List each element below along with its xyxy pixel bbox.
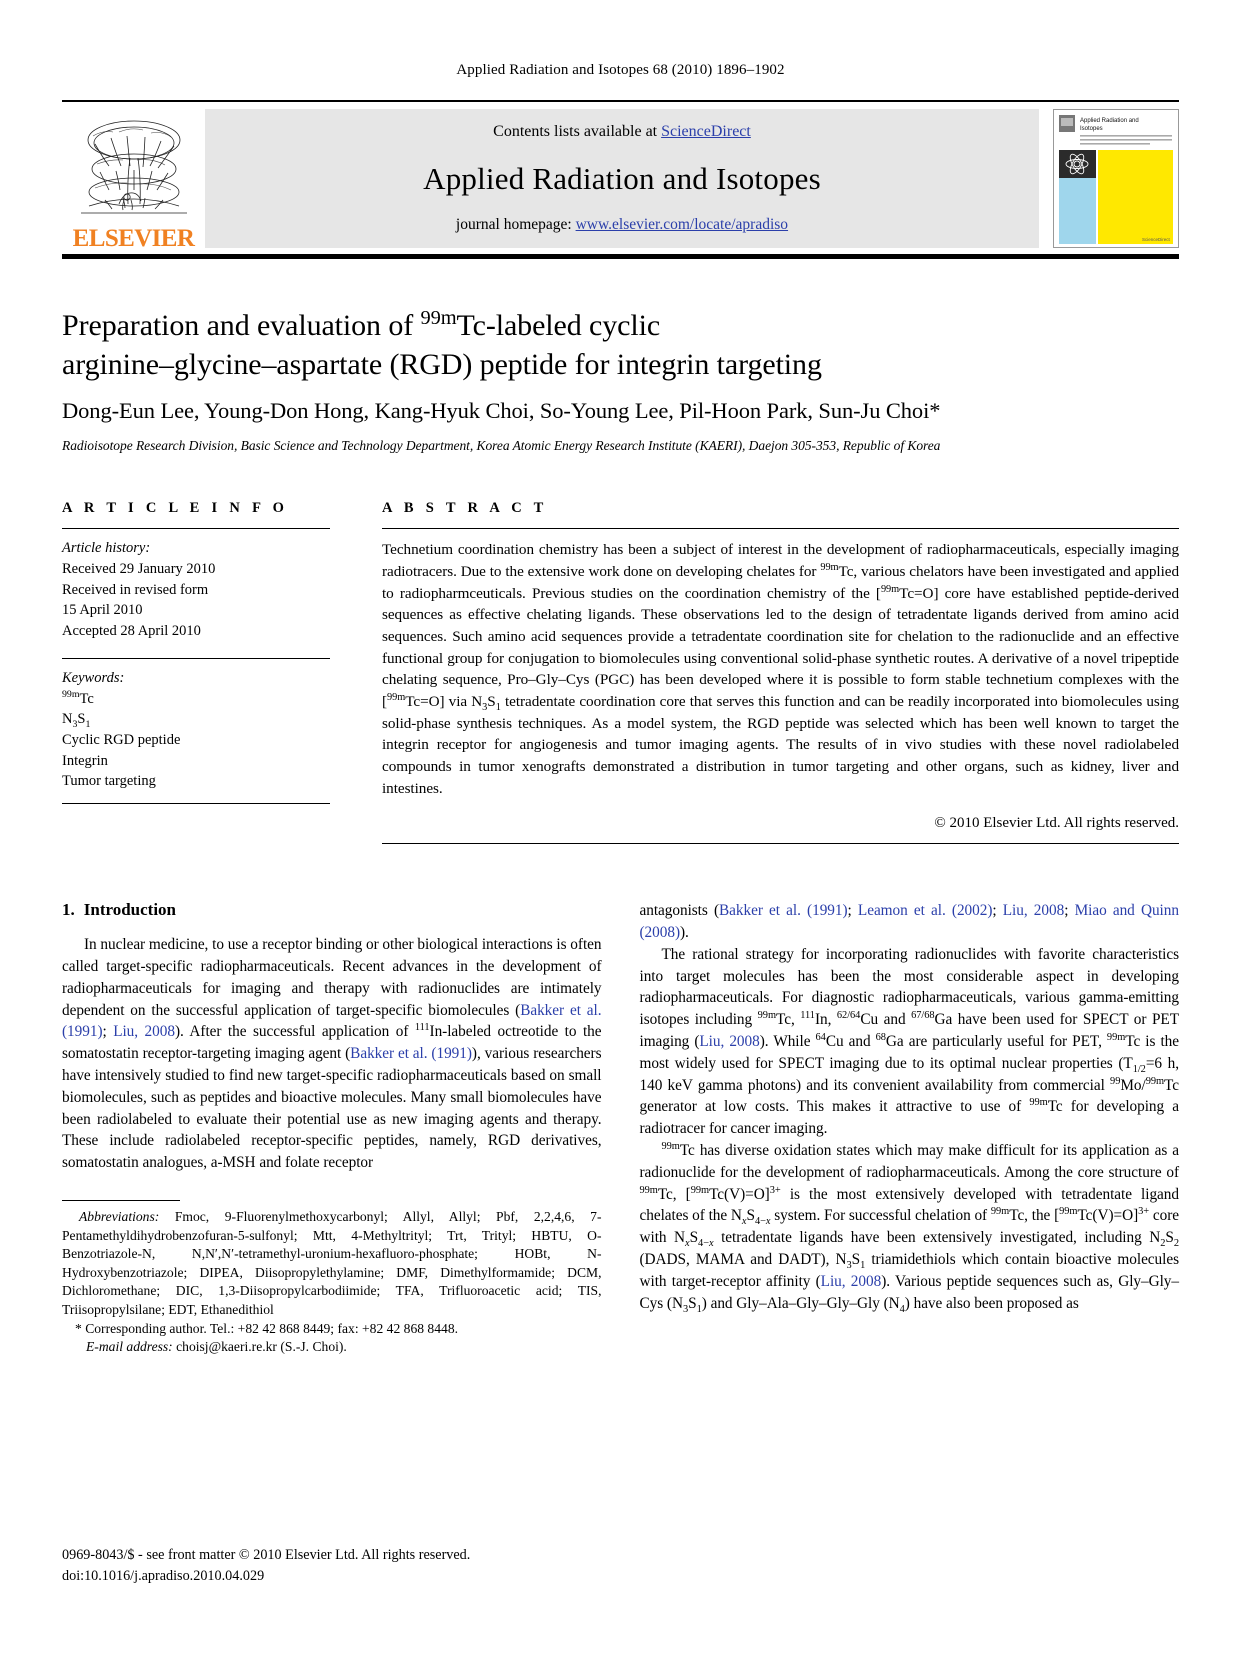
abstract-column: [382, 500, 1179, 844]
abbreviations-label: Abbreviations:: [79, 1209, 160, 1225]
contents-line: [493, 123, 751, 141]
revised-label: Received in revised form: [62, 581, 209, 598]
keywords-block: [62, 659, 330, 791]
article-info-rule-bottom: [62, 803, 330, 804]
intro-paragraph-left: In nuclear medicine, to use a receptor binding or other biological interactions is often called target-specific radiopharmaceuticals. Recent advances in the development of radiopharmaceuticals for imaging and therapy with radionuclides are intimately dependent on the successful application of target-specific biomolecules (Bakker et al. (1991); Liu, 2008). After the successful application of $^{111}$In-labeled octreotide to the somatostatin receptor-targeting imaging agent (Bakker et al. (1991)), various researchers have intensively studied to find new target-specific radiopharmaceuticals based on small biomolecules, such as peptides and bioactive molecules. Many small biomolecules have been radiolabeled to evaluate their potential use as new imaging agents and therapy. These include radiolabeled receptor-specific peptides, namely, RGD derivatives, somatostatin analogues, a-MSH and folate receptor: [62, 936, 602, 1172]
svg-text:Isotopes: Isotopes: [1080, 126, 1103, 132]
body-column-left: [62, 900, 602, 1357]
info-spacer: [62, 641, 330, 658]
email-value: choisj@kaeri.re.kr (S.-J. Choi).: [172, 1339, 347, 1355]
affiliation: Radioisotope Research Division, Basic Science and Technology Department, Korea Atomic Energy Research Institute (KAERI), Daejon 305-353, Republic of Korea: [62, 438, 941, 454]
corresponding-author-note: * Corresponding author. Tel.: +82 42 868 8449; fax: +82 42 868 8448.: [75, 1320, 459, 1336]
svg-text:Applied Radiation and: Applied Radiation and: [1080, 118, 1139, 124]
contents-prefix: Contents lists available at: [493, 123, 662, 140]
copyright-line: © 2010 Elsevier Ltd. All rights reserved.: [934, 815, 1179, 832]
keyword-item: Integrin: [62, 752, 108, 769]
homepage-prefix: journal homepage:: [455, 216, 576, 233]
journal-homepage-line: [456, 216, 788, 234]
issn-front-matter: 0969-8043/$ - see front matter © 2010 Elsevier Ltd. All rights reserved.: [62, 1547, 471, 1564]
title-line-2: arginine–glycine–aspartate (RGD) peptide for integrin targeting: [62, 347, 822, 381]
abstract-text: Technetium coordination chemistry has been a subject of interest in the development of radiopharmaceuticals, especially imaging radiotracers. Due to the extensive work done on developing chelates for $^{99m}$Tc, various chelators have been investigated and applied to radiopharmceuticals. Previous studies on the coordination chemistry of the [$^{99m}$Tc=O] core have established peptide-derived sequences as effective chelating ligands. These observations led to the design of tetradentate ligands derived from amino acid sequences. Such amino acid sequences provide a tetradentate coordination site for chelation to the radionuclide and an effective functional group for conjugation to biomolecules using conventional solid-phase synthetic routes. A derivative of a novel tripeptide chelating sequence, Pro–Gly–Cys (PGC) has been developed where it is possible to form stable technetium complexes with the [$^{99m}$Tc=O] via $N_3S_1$ tetradentate coordination core that serves this function and can be readily incorporated into biomolecules using solid-phase synthesis techniques. As a model system, the RGD peptide was selected which has been well known to target the integrin receptor for angiogenesis and tumor imaging agents. The results of in vivo studies with these novel radiolabeled compounds in tumor xenografts demonstrated a distribution in tumor targeting and other organs, such as kidney, liver and intestines.: [382, 541, 1180, 797]
title-block: [62, 307, 1179, 454]
article-body: [62, 900, 1179, 1357]
elsevier-logo: [62, 102, 205, 254]
corresponding-author-mark: *: [929, 398, 941, 424]
journal-homepage-link[interactable]: www.elsevier.com/locate/apradiso: [575, 216, 789, 233]
email-label: E-mail address:: [86, 1339, 173, 1355]
sciencedirect-link[interactable]: ScienceDirect: [661, 123, 751, 140]
revised-date: 15 April 2010: [62, 602, 143, 619]
received-date: Received 29 January 2010: [62, 560, 216, 577]
abstract-heading: A B S T R A C T: [382, 500, 548, 517]
journal-title: Applied Radiation and Isotopes: [423, 160, 821, 196]
elsevier-tree-logo-icon: [75, 114, 193, 226]
keyword-item: [62, 689, 330, 710]
doi-line: doi:10.1016/j.apradiso.2010.04.029: [62, 1567, 265, 1584]
abstract-rule-bottom: [382, 843, 1179, 844]
email-note: [62, 1338, 602, 1357]
author-list: [62, 398, 1179, 424]
keyword-item: $N_3S_1$: [62, 711, 91, 731]
keyword-superscript: 99m: [62, 689, 80, 701]
article-history-label: Article history:: [62, 540, 151, 557]
intro-paragraph-right-3: $^{99m}$Tc has diverse oxidation states which may make difficult for its application as a radionuclide for the development of radiopharmaceuticals. Among the core structure of $^{99m}$Tc, [$^{99m}$Tc(V)=O]$^{3+}$ is the most extensively developed with tetradentate ligand chelates of the $N_xS_{4-x}$ system. For successful chelation of $^{99m}$Tc, the [$^{99m}$Tc(V)=O]$^{3+}$ core with $N_xS_{4-x}$ tetradentate ligands have been extensively investigated, including $N_2S_2$ (DADS, MAMA and DADT), $N_3S_1$ triamidethiols which contain bioactive molecules with target-receptor affinity (Liu, 2008). Various peptide sequences such as, Gly–Gly–Cys $(N_3S_1)$ and Gly–Ala–Gly–Gly–Gly $(N_4)$ have also been proposed as: [639, 1140, 1180, 1315]
section-title: Introduction: [83, 900, 177, 920]
keyword-item: Tumor targeting: [62, 773, 156, 790]
intro-paragraph-right-1: antagonists (Bakker et al. (1991); Leamon et al. (2002); Liu, 2008; Miao and Quinn (2008)).: [639, 902, 1179, 942]
masthead-bottom-rule: [62, 254, 1179, 259]
masthead-band: [205, 109, 1039, 248]
keyword-text: Tc: [79, 690, 94, 707]
title-part-1: Preparation and evaluation of: [62, 309, 421, 342]
footnote-rule: [62, 1200, 180, 1201]
accepted-date: Accepted 28 April 2010: [62, 622, 201, 639]
title-part-2: Tc-labeled cyclic: [456, 309, 661, 342]
body-column-right: [640, 900, 1180, 1357]
journal-cover-thumbnail: [1053, 109, 1179, 248]
keywords-label: Keywords:: [62, 670, 125, 687]
abbreviations-note: [62, 1208, 602, 1320]
article-info-column: [62, 500, 330, 844]
article-info-heading: A R T I C L E I N F O: [62, 500, 289, 517]
cover-artwork-icon: [1054, 110, 1178, 248]
info-abstract-region: [62, 500, 1179, 844]
svg-text:ScienceDirect: ScienceDirect: [1142, 237, 1170, 242]
title-superscript: 99m: [420, 307, 457, 329]
running-head: Applied Radiation and Isotopes 68 (2010) 1896–1902: [456, 62, 785, 78]
section-heading-introduction: [62, 900, 602, 920]
abbreviations-text: Fmoc, 9-Fluorenylmethoxycarbonyl; Allyl, Allyl; Pbf, 2,2,4,6, 7-Pentamethyldihydrobenzofuran-5-sulfonyl; Mtt, 4-Methyltrityl; Trt, Trityl; HBTU, O-Benzotriazole-N, N,N′,N′-tetramethyl-uronium-hexafluoro-phosphate; HOBt, N-Hydroxybenzotriazole; DIPEA, Diisopropylethylamine; DMF, Dimethylformamide; DCM, Dichloromethane; DIC, 1,3-Diisopropylcarbodiimide; TFA, Trifluoroacetic acid; TIS, Triisopropylsilane; EDT, Ethanedithiol: [62, 1209, 602, 1318]
article-history-block: [62, 529, 330, 641]
author-names: Dong-Eun Lee, Young-Don Hong, Kang-Hyuk Choi, So-Young Lee, Pil-Hoon Park, Sun-Ju Choi: [62, 398, 930, 424]
keyword-item: Cyclic RGD peptide: [62, 732, 181, 748]
journal-masthead: [62, 100, 1179, 254]
page-footer: [62, 1545, 470, 1586]
footnote-block: [62, 1200, 602, 1357]
section-number: 1.: [62, 900, 75, 920]
elsevier-wordmark: ELSEVIER: [72, 225, 195, 252]
page-title: [62, 307, 1179, 384]
intro-paragraph-right-2: The rational strategy for incorporating radionuclides with favorite characteristics into target molecules has been the most considerable aspect in developing radiopharmaceuticals. For diagnostic radiopharmaceuticals, various gamma-emitting isotopes including $^{99m}$Tc, $^{111}$In, $^{62/64}$Cu and $^{67/68}$Ga have been used for SPECT or PET imaging (Liu, 2008). While $^{64}$Cu and $^{68}$Ga are particularly useful for PET, $^{99m}$Tc is the most widely used for SPECT imaging due to its optimal nuclear properties ($T_{1/2}=6$ h, 140 keV gamma photons) and its convenient availability from commercial $^{99}$Mo/$^{99m}$Tc generator at low costs. This makes it attractive to use of $^{99m}$Tc for developing a radiotracer for cancer imaging.: [639, 945, 1180, 1138]
